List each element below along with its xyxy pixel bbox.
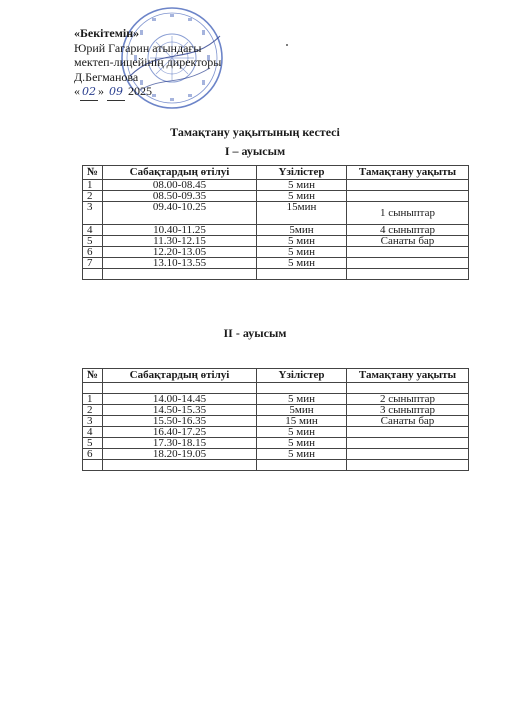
break-duration: 5 мин — [257, 449, 347, 460]
lesson-time: 08.00-08.45 — [103, 180, 257, 191]
lesson-number: 1 — [83, 180, 103, 191]
table-row — [83, 258, 469, 269]
lesson-number: 7 — [83, 258, 103, 269]
lesson-time: 15.50-16.35 — [103, 416, 257, 427]
approval-school: Юрий Гагарин атындағы — [74, 40, 202, 55]
approval-title: «Бекітемін» — [74, 26, 140, 40]
table-row — [83, 416, 469, 427]
meal-group — [347, 449, 469, 460]
break-duration: 5 мин — [257, 258, 347, 269]
lesson-time: 12.20-13.05 — [103, 247, 257, 258]
meal-group — [347, 258, 469, 269]
lesson-number: 3 — [83, 202, 103, 225]
break-duration: 5мин — [257, 225, 347, 236]
meal-group — [347, 247, 469, 258]
table-row — [83, 427, 469, 438]
break-duration: 15мин — [257, 202, 347, 225]
table-row — [83, 180, 469, 191]
lesson-time: 16.40-17.25 — [103, 427, 257, 438]
table-row — [83, 247, 469, 258]
table-header-row — [83, 369, 469, 383]
break-duration: 5 мин — [257, 236, 347, 247]
lesson-number: 1 — [83, 394, 103, 405]
approval-date: « 02 » 09 2025 — [74, 84, 221, 101]
approval-position: мектеп-лицейінің директоры — [74, 55, 222, 69]
shift1-heading: I – ауысым — [224, 144, 286, 158]
lesson-number: 4 — [83, 427, 103, 438]
lesson-time: 17.30-18.15 — [103, 438, 257, 449]
column-header: № — [83, 166, 103, 180]
lesson-number: 4 — [83, 225, 103, 236]
lesson-time: 08.50-09.35 — [103, 191, 257, 202]
column-header: Үзілістер — [257, 166, 347, 180]
break-duration: 5 мин — [257, 180, 347, 191]
lesson-time: 14.50-15.35 — [103, 405, 257, 416]
table-row — [83, 202, 469, 225]
meal-group: Санаты бар — [347, 236, 469, 247]
meal-group — [347, 438, 469, 449]
lesson-time: 10.40-11.25 — [103, 225, 257, 236]
lesson-number: 6 — [83, 247, 103, 258]
approval-block — [74, 26, 221, 101]
approval-date-month: 09 — [107, 85, 125, 101]
column-header: Үзілістер — [257, 369, 347, 383]
table-row — [83, 405, 469, 416]
break-duration: 5 мин — [257, 427, 347, 438]
column-header: Сабақтардың өтілуі — [103, 166, 257, 180]
shift2-table — [82, 368, 469, 471]
lesson-number: 3 — [83, 416, 103, 427]
meal-group — [347, 427, 469, 438]
lesson-number: 6 — [83, 449, 103, 460]
lesson-number: 5 — [83, 438, 103, 449]
table-row — [83, 225, 469, 236]
meal-group — [347, 180, 469, 191]
column-header: № — [83, 369, 103, 383]
table-row-empty — [83, 460, 469, 471]
meal-group: 4 сыныптар — [347, 225, 469, 236]
meal-group: 3 сыныптар — [347, 405, 469, 416]
table-row-empty — [83, 383, 469, 394]
approval-date-day: 02 — [80, 85, 98, 101]
table-row — [83, 191, 469, 202]
meal-group: 1 сыныптар — [347, 202, 469, 225]
table-row-empty — [83, 269, 469, 280]
break-duration: 5 мин — [257, 394, 347, 405]
table-row — [83, 236, 469, 247]
break-duration: 5 мин — [257, 191, 347, 202]
break-duration: 15 мин — [257, 416, 347, 427]
column-header: Тамақтану уақыты — [347, 369, 469, 383]
shift1-table — [82, 165, 469, 280]
approval-name: Д.Бегманова — [74, 69, 139, 84]
break-duration: 5мин — [257, 405, 347, 416]
lesson-number: 2 — [83, 191, 103, 202]
table-row — [83, 449, 469, 460]
shift2-heading: II - ауысым — [223, 326, 287, 340]
break-duration: 5 мин — [257, 438, 347, 449]
document-title: Тамақтану уақытының кестесі — [170, 125, 340, 139]
lesson-number: 2 — [83, 405, 103, 416]
lesson-time: 18.20-19.05 — [103, 449, 257, 460]
table-row — [83, 394, 469, 405]
lesson-time: 13.10-13.55 — [103, 258, 257, 269]
ink-dot — [286, 44, 288, 46]
table-header-row — [83, 166, 469, 180]
table-row — [83, 438, 469, 449]
approval-date-year: 2025 — [128, 84, 152, 98]
column-header: Тамақтану уақыты — [347, 166, 469, 180]
lesson-time: 14.00-14.45 — [103, 394, 257, 405]
break-duration: 5 мин — [257, 247, 347, 258]
meal-group — [347, 191, 469, 202]
lesson-number: 5 — [83, 236, 103, 247]
meal-group: Санаты бар — [347, 416, 469, 427]
meal-group: 2 сыныптар — [347, 394, 469, 405]
column-header: Сабақтардың өтілуі — [103, 369, 257, 383]
lesson-time: 09.40-10.25 — [103, 202, 257, 225]
lesson-time: 11.30-12.15 — [103, 236, 257, 247]
